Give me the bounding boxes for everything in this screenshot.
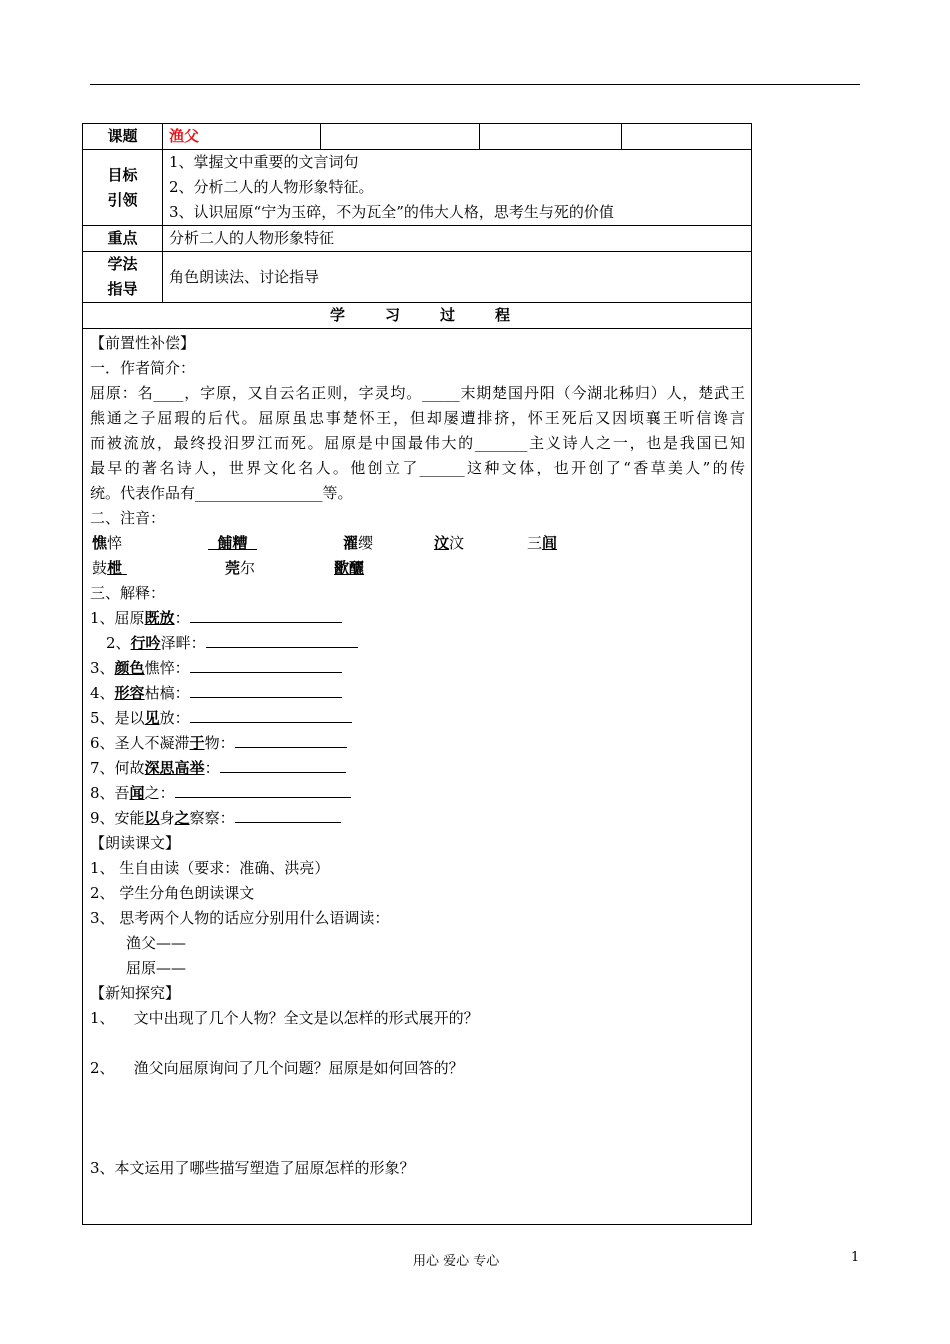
lesson-title: 渔父 (163, 124, 321, 150)
focus-value: 分析二人的人物形象特征 (163, 226, 752, 252)
focus-row (83, 226, 752, 252)
body-row (83, 329, 752, 1225)
role-line: 渔父—— (126, 934, 187, 952)
lesson-table (82, 123, 752, 1225)
subheading: 一．作者简介： (90, 359, 196, 377)
method-label-2: 指导 (107, 280, 138, 298)
reading-item: 3、 思考两个人物的话应分别用什么语调读： (90, 909, 390, 927)
body-cell (83, 329, 752, 1225)
goal-item: 2、分析二人的人物形象特征。 (169, 178, 374, 196)
question: 3、本文运用了哪些描写塑造了屈原怎样的形象？ (90, 1159, 415, 1177)
explain-item: 5、是以见放： (90, 706, 745, 731)
subheading: 三、解释： (90, 584, 166, 602)
explain-item: 4、形容枯槁： (90, 681, 745, 706)
paragraph-line: 统。代表作品有_________________等。 (90, 484, 353, 502)
subheading: 二、注音： (90, 509, 166, 527)
method-label-1: 学法 (107, 255, 138, 273)
process-heading: 学 习 过 程 (83, 303, 752, 329)
question: 1、 文中出现了几个人物？全文是以怎样的形式展开的？ (90, 1009, 479, 1027)
explain-item: 2、行吟泽畔： (90, 631, 745, 656)
footer-motto: 用心 爱心 专心 (413, 1254, 500, 1269)
explain-item: 6、圣人不凝滞于物： (90, 731, 745, 756)
section-heading: 【前置性补偿】 (90, 334, 196, 352)
goals-label-1: 目标 (107, 165, 138, 184)
section-heading: 【朗读课文】 (90, 834, 181, 852)
paragraph-line: 熊通之子屈瑕的后代。屈原虽忠事楚怀王，但却屡遭排挤，怀王死后又因顷襄王听信谗言 (90, 409, 745, 427)
header-rule (90, 84, 860, 85)
goal-item: 1、掌握文中重要的文言词句 (169, 153, 359, 171)
explain-item: 7、何故深思高举： (90, 756, 745, 781)
ke-ti-label: 课题 (83, 124, 163, 150)
focus-label: 重点 (83, 226, 163, 252)
title-row (83, 124, 752, 150)
paragraph-line: 屈原：名____，字原，又自云名正则，字灵均。_____末期楚国丹阳（今湖北秭归）人，楚武王 (90, 384, 745, 402)
pinyin-row: 鼓枻 莞尔 歠釃 (92, 559, 365, 577)
goals-row (83, 150, 752, 226)
role-line: 屈原—— (126, 959, 187, 977)
paragraph-line: 最早的著名诗人，世界文化名人。他创立了______这种文体，也开创了“香草美人”的传 (90, 459, 745, 477)
pinyin-row: 憔悴 餔糟 濯缨 汶汶 三闾 (92, 534, 558, 552)
explain-item: 1、屈原既放： (90, 606, 745, 631)
reading-item: 1、 生自由读（要求：准确、洪亮） (90, 859, 330, 877)
process-row (83, 303, 752, 329)
explain-item: 9、安能以身之察察： (90, 806, 745, 831)
section-heading: 【新知探究】 (90, 984, 181, 1002)
reading-item: 2、 学生分角色朗读课文 (90, 884, 255, 902)
question: 2、 渔父向屈原询问了几个问题？屈原是如何回答的？ (90, 1059, 464, 1077)
goals-label-2: 引领 (107, 190, 138, 209)
goals-cell (163, 150, 752, 226)
goal-item: 3、认识屈原“宁为玉碎，不为瓦全”的伟大人格，思考生与死的价值 (169, 203, 614, 221)
page-number: 1 (851, 1250, 860, 1265)
paragraph-line: 而被流放，最终投汨罗江而死。屈原是中国最伟大的_______主义诗人之一，也是我国已知 (90, 434, 745, 452)
method-row (83, 252, 752, 303)
method-value: 角色朗读法、讨论指导 (163, 252, 752, 303)
explain-item: 8、吾闻之： (90, 781, 745, 806)
explain-item: 3、颜色憔悴： (90, 656, 745, 681)
